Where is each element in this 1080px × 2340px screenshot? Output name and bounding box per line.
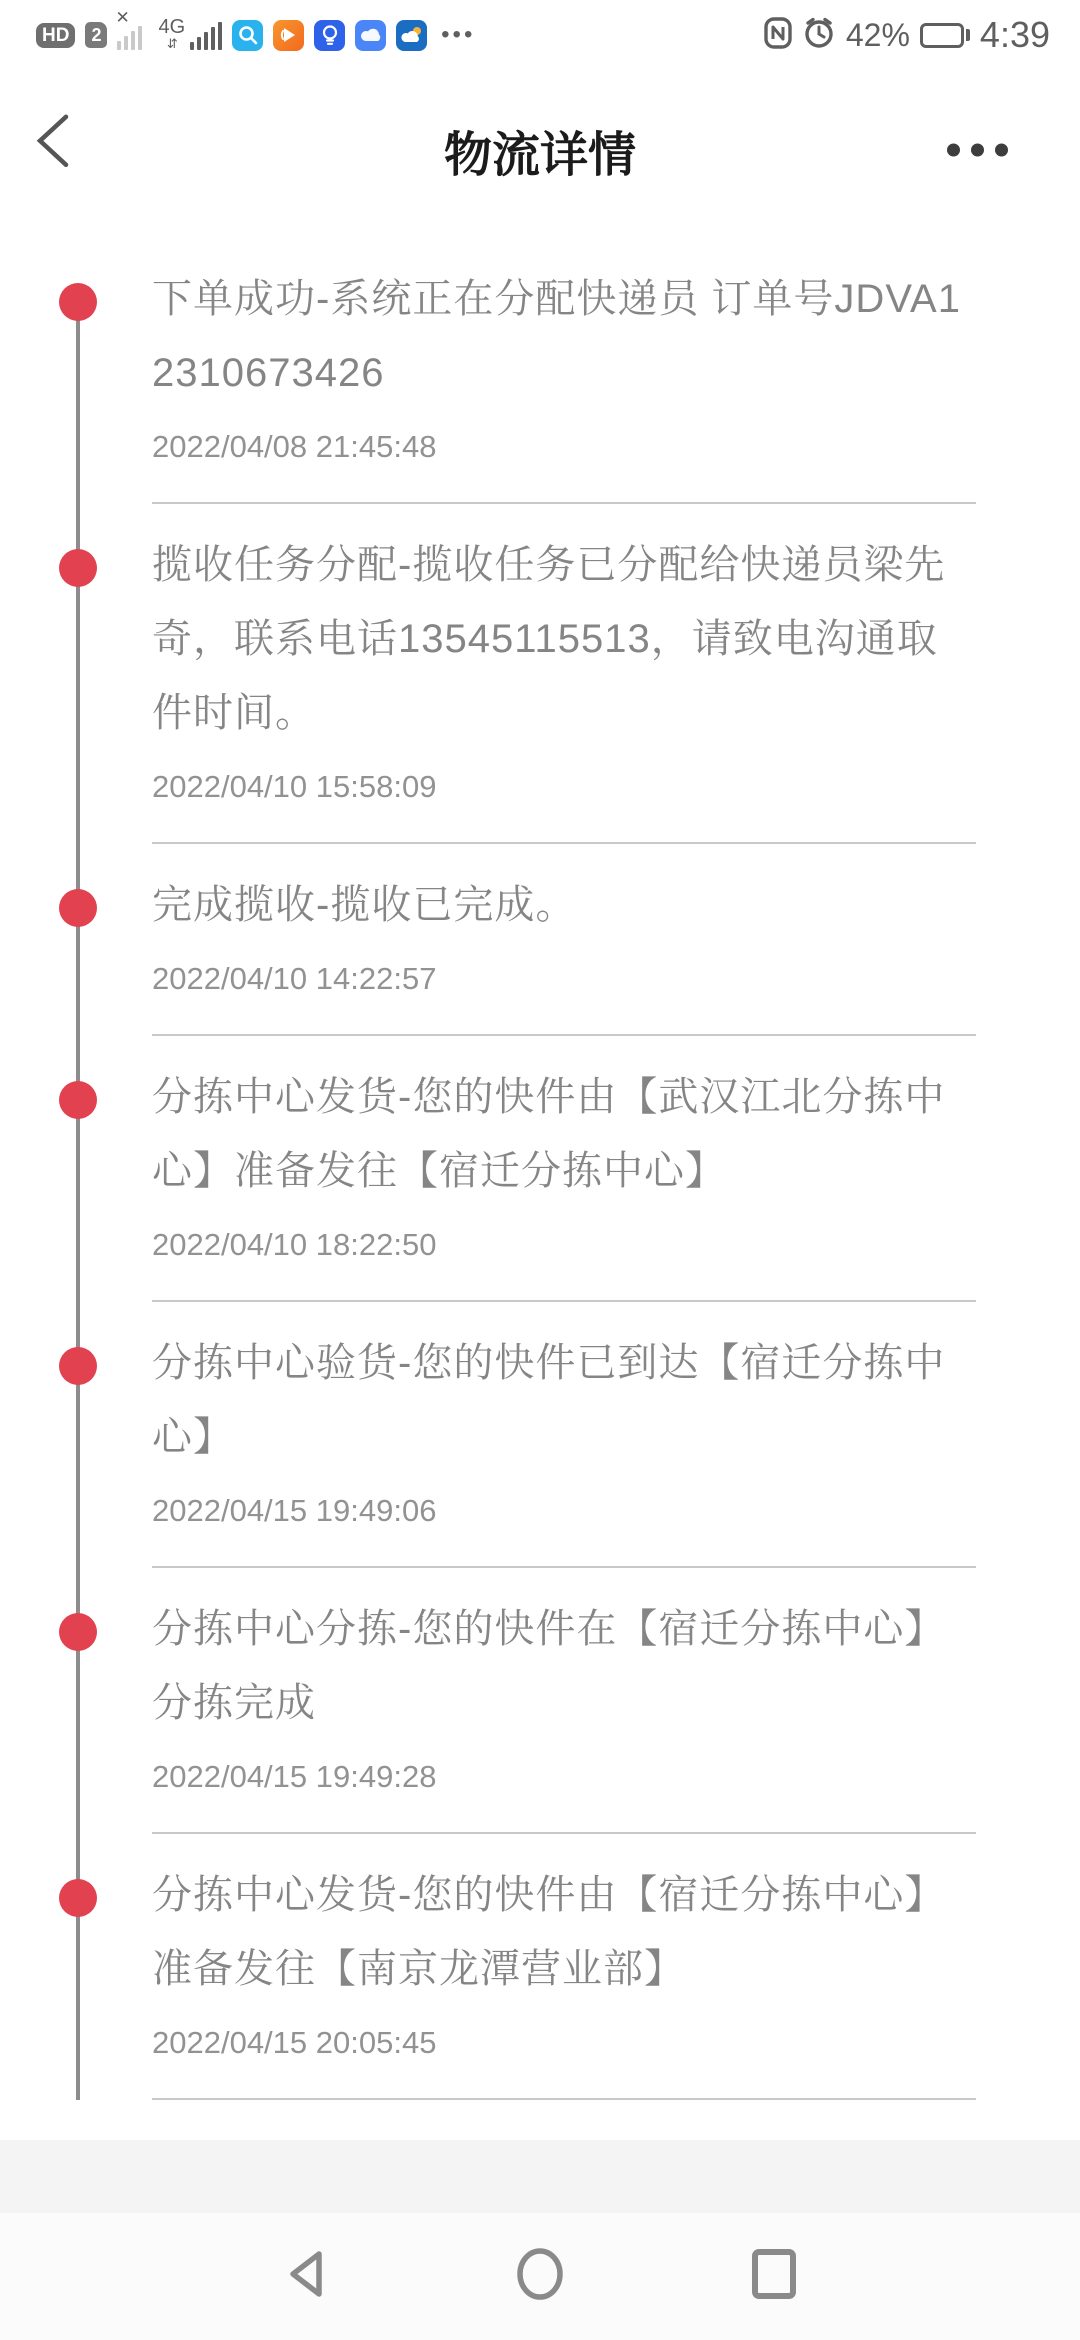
nav-back-button[interactable] [282, 2249, 330, 2305]
timeline-entry [152, 1568, 976, 1834]
status-time: 4:39 [979, 14, 1050, 55]
timeline-dot-icon [59, 1879, 97, 1917]
hd-voice-icon: HD [36, 23, 75, 48]
status-bar-right [764, 14, 1050, 56]
timeline-entry [152, 1302, 976, 1568]
event-timestamp: 2022/04/08 21:45:48 [152, 429, 437, 464]
event-timestamp: 2022/04/15 19:49:28 [152, 1759, 437, 1794]
tips-app-icon [314, 20, 345, 51]
event-text: 分拣中心发货-您的快件由【武汉江北分拣中心】准备发往【宿迁分拣中心】 [152, 1075, 946, 1193]
timeline-entry [152, 1036, 976, 1302]
timeline-dot-icon [59, 549, 97, 587]
battery-percent: 42% [845, 16, 910, 53]
nav-recents-button[interactable] [750, 2249, 798, 2305]
dot-icon [971, 144, 984, 157]
video-app-icon [273, 20, 304, 51]
event-text: 完成揽收-揽收已完成。 [152, 883, 577, 927]
timeline-entry [152, 504, 976, 844]
footer-band [0, 2140, 1080, 2213]
more-menu-button[interactable] [937, 124, 1018, 177]
sim2-icon: 2 [85, 22, 107, 48]
nav-recents-square-icon [750, 2247, 798, 2306]
event-timestamp: 2022/04/10 18:22:50 [152, 1227, 437, 1262]
nav-home-circle-icon [514, 2246, 566, 2307]
event-timestamp: 2022/04/15 19:49:06 [152, 1493, 437, 1528]
timeline-entry [152, 1834, 976, 2100]
tracking-timeline [0, 238, 1080, 2100]
notification-overflow-icon: ••• [441, 21, 476, 48]
event-text: 分拣中心分拣-您的快件在【宿迁分拣中心】分拣完成 [152, 1607, 946, 1725]
event-text: 分拣中心发货-您的快件由【宿迁分拣中心】准备发往【南京龙潭营业部】 [152, 1873, 946, 1991]
timeline-entry [152, 844, 976, 1036]
cloud-app-icon [355, 20, 386, 51]
search-app-icon [232, 20, 263, 51]
page-title: 物流详情 [443, 128, 636, 182]
timeline-dot-icon [59, 1613, 97, 1651]
system-nav-bar [0, 2213, 1080, 2340]
nfc-icon [764, 17, 792, 54]
event-text: 分拣中心验货-您的快件已到达【宿迁分拣中心】 [152, 1341, 946, 1459]
event-timestamp: 2022/04/10 14:22:57 [152, 961, 437, 996]
signal-2-4g-icon: 4G ⇵ [158, 20, 222, 50]
status-bar [0, 0, 1080, 62]
event-text: 下单成功-系统正在分配快递员 订单号JDVA12310673426 [152, 277, 961, 395]
timeline-dot-icon [59, 1347, 97, 1385]
timeline-dot-icon [59, 1081, 97, 1119]
event-text: 揽收任务分配-揽收任务已分配给快递员梁先奇，联系电话13545115513，请致电沟通取件时间。 [152, 543, 946, 735]
header [0, 62, 1080, 238]
timeline-dot-icon [59, 283, 97, 321]
nav-home-button[interactable] [516, 2249, 564, 2305]
status-bar-left [36, 8, 476, 51]
weather-app-icon [396, 20, 427, 51]
event-timestamp: 2022/04/15 20:05:45 [152, 2025, 437, 2060]
event-timestamp: 2022/04/10 15:58:09 [152, 769, 437, 804]
timeline-entry [152, 238, 976, 504]
nav-back-triangle-icon [283, 2247, 329, 2306]
dot-icon [995, 144, 1008, 157]
timeline-dot-icon [59, 889, 97, 927]
alarm-icon [802, 16, 836, 55]
battery-icon [920, 23, 970, 48]
dot-icon [947, 144, 960, 157]
signal-1-no-service-icon: ✕ [117, 20, 142, 50]
